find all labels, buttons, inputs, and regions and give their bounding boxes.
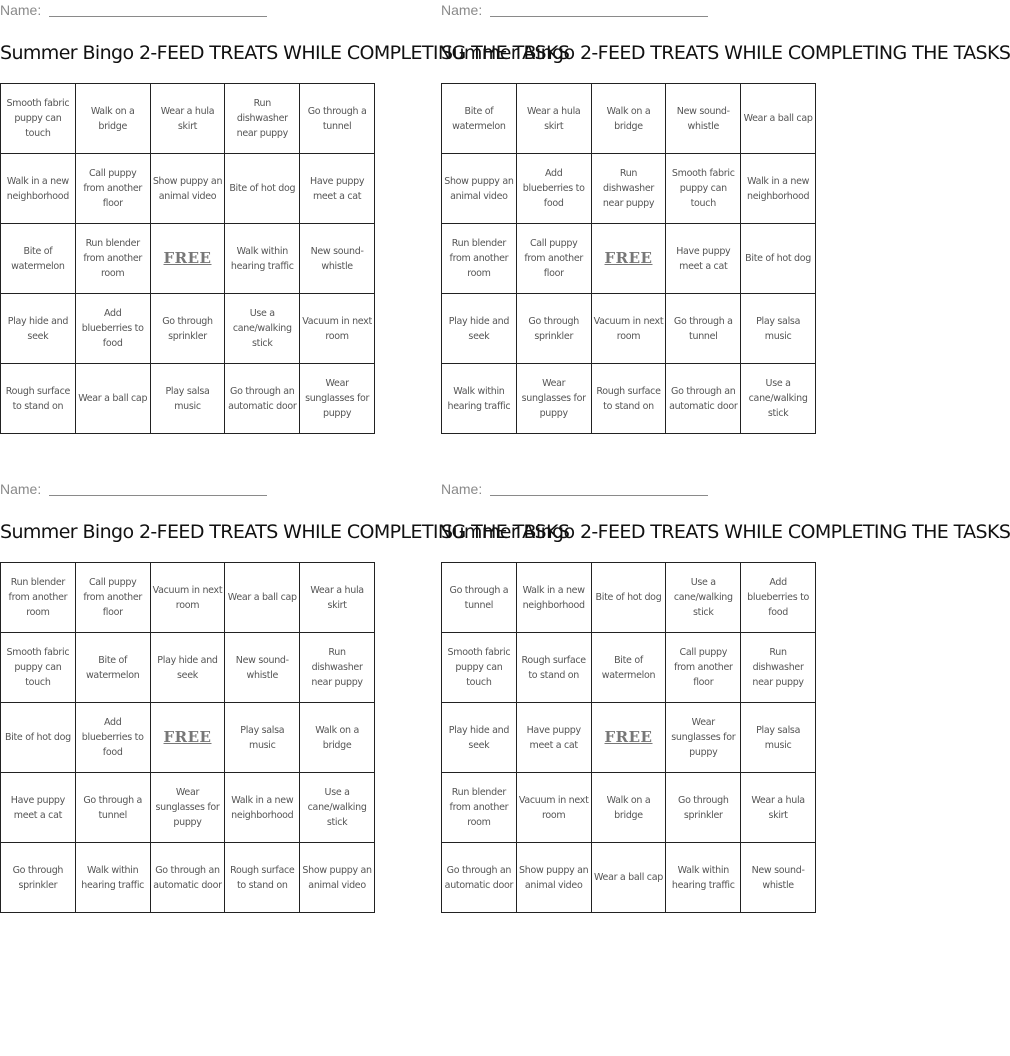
bingo-cell: Bite of hot dog xyxy=(225,154,300,224)
bingo-cell: New sound-whistle xyxy=(741,843,816,913)
bingo-cell: Rough surface to stand on xyxy=(592,364,667,434)
bingo-cell: Wear a hula skirt xyxy=(300,563,375,633)
bingo-cell: Go through sprinkler xyxy=(151,294,226,364)
bingo-grid xyxy=(441,83,816,434)
bingo-cell: Run dishwasher near puppy xyxy=(741,633,816,703)
free-space: FREE xyxy=(151,703,226,773)
bingo-cell: Walk in a new neighborhood xyxy=(1,154,76,224)
bingo-grid xyxy=(0,562,375,913)
bingo-cell: Wear a ball cap xyxy=(741,84,816,154)
name-label: Name: xyxy=(0,481,42,497)
bingo-cell: Bite of hot dog xyxy=(592,563,667,633)
bingo-cell: Run blender from another room xyxy=(76,224,151,294)
bingo-cell: Go through sprinkler xyxy=(1,843,76,913)
bingo-cell: Play salsa music xyxy=(741,294,816,364)
bingo-cell: Add blueberries to food xyxy=(76,703,151,773)
bingo-cell: Add blueberries to food xyxy=(741,563,816,633)
bingo-cell: Have puppy meet a cat xyxy=(666,224,741,294)
card-title: Summer Bingo 2-FEED TREATS WHILE COMPLETING THE TASKS xyxy=(441,42,1010,64)
bingo-cell: Walk on a bridge xyxy=(300,703,375,773)
bingo-cell: Add blueberries to food xyxy=(76,294,151,364)
bingo-cell: New sound-whistle xyxy=(666,84,741,154)
bingo-cell: Add blueberries to food xyxy=(517,154,592,224)
bingo-cell: Rough surface to stand on xyxy=(517,633,592,703)
bingo-cell: Walk on a bridge xyxy=(592,773,667,843)
bingo-cell: Walk in a new neighborhood xyxy=(517,563,592,633)
bingo-cell: Rough surface to stand on xyxy=(1,364,76,434)
bingo-cell: New sound-whistle xyxy=(300,224,375,294)
bingo-cell: Have puppy meet a cat xyxy=(1,773,76,843)
bingo-cell: Run blender from another room xyxy=(442,773,517,843)
bingo-cell: Bite of hot dog xyxy=(1,703,76,773)
free-space: FREE xyxy=(592,703,667,773)
bingo-cell: Play hide and seek xyxy=(442,703,517,773)
bingo-cell: Play hide and seek xyxy=(1,294,76,364)
free-space: FREE xyxy=(151,224,226,294)
bingo-cell: Smooth fabric puppy can touch xyxy=(1,633,76,703)
bingo-cell: Play salsa music xyxy=(151,364,226,434)
bingo-grid xyxy=(441,562,816,913)
bingo-cell: Go through an automatic door xyxy=(442,843,517,913)
bingo-cell: Play hide and seek xyxy=(151,633,226,703)
bingo-cell: Use a cane/walking stick xyxy=(741,364,816,434)
bingo-cell: Show puppy an animal video xyxy=(300,843,375,913)
bingo-cell: Show puppy an animal video xyxy=(442,154,517,224)
bingo-cell: Go through a tunnel xyxy=(666,294,741,364)
bingo-cell: Wear a ball cap xyxy=(592,843,667,913)
name-field-row xyxy=(441,481,708,497)
bingo-cell: Show puppy an animal video xyxy=(151,154,226,224)
card-title: Summer Bingo 2-FEED TREATS WHILE COMPLETING THE TASKS xyxy=(441,521,1010,543)
bingo-cell: Run dishwasher near puppy xyxy=(300,633,375,703)
bingo-cell: Go through a tunnel xyxy=(300,84,375,154)
bingo-cell: Call puppy from another floor xyxy=(666,633,741,703)
name-blank-line xyxy=(490,494,708,496)
bingo-cell: Bite of watermelon xyxy=(592,633,667,703)
bingo-cell: Run blender from another room xyxy=(1,563,76,633)
bingo-grid xyxy=(0,83,375,434)
bingo-cell: Run blender from another room xyxy=(442,224,517,294)
bingo-cell: Bite of watermelon xyxy=(442,84,517,154)
bingo-cell: Play salsa music xyxy=(225,703,300,773)
bingo-cell: Use a cane/walking stick xyxy=(300,773,375,843)
bingo-cell: Call puppy from another floor xyxy=(76,154,151,224)
bingo-cell: Use a cane/walking stick xyxy=(225,294,300,364)
bingo-cell: Walk on a bridge xyxy=(592,84,667,154)
bingo-cell: Bite of watermelon xyxy=(1,224,76,294)
bingo-cell: Wear sunglasses for puppy xyxy=(151,773,226,843)
bingo-cell: Wear a hula skirt xyxy=(517,84,592,154)
bingo-cell: Play hide and seek xyxy=(442,294,517,364)
card-title: Summer Bingo 2-FEED TREATS WHILE COMPLETING THE TASKS xyxy=(0,521,570,543)
free-space: FREE xyxy=(592,224,667,294)
bingo-cell: Vacuum in next room xyxy=(300,294,375,364)
bingo-cell: Go through a tunnel xyxy=(442,563,517,633)
bingo-cell: Go through sprinkler xyxy=(517,294,592,364)
name-blank-line xyxy=(49,15,267,17)
bingo-cell: Vacuum in next room xyxy=(592,294,667,364)
bingo-cell: Have puppy meet a cat xyxy=(517,703,592,773)
bingo-cell: Run dishwasher near puppy xyxy=(592,154,667,224)
bingo-cell: Bite of hot dog xyxy=(741,224,816,294)
bingo-cell: Smooth fabric puppy can touch xyxy=(1,84,76,154)
name-label: Name: xyxy=(0,2,42,18)
bingo-cell: Call puppy from another floor xyxy=(517,224,592,294)
bingo-cell: Use a cane/walking stick xyxy=(666,563,741,633)
bingo-cell: Wear sunglasses for puppy xyxy=(517,364,592,434)
bingo-cell: Walk within hearing traffic xyxy=(666,843,741,913)
bingo-cell: Walk on a bridge xyxy=(76,84,151,154)
bingo-cell: Go through a tunnel xyxy=(76,773,151,843)
bingo-cell: Call puppy from another floor xyxy=(76,563,151,633)
bingo-cell: Wear sunglasses for puppy xyxy=(666,703,741,773)
card-title: Summer Bingo 2-FEED TREATS WHILE COMPLETING THE TASKS xyxy=(0,42,570,64)
name-field-row xyxy=(0,2,267,18)
bingo-cell: Go through sprinkler xyxy=(666,773,741,843)
bingo-cell: Vacuum in next room xyxy=(151,563,226,633)
bingo-cell: Wear sunglasses for puppy xyxy=(300,364,375,434)
bingo-cell: Walk within hearing traffic xyxy=(225,224,300,294)
name-blank-line xyxy=(49,494,267,496)
bingo-cell: Go through an automatic door xyxy=(225,364,300,434)
bingo-cell: Vacuum in next room xyxy=(517,773,592,843)
bingo-cell: Run dishwasher near puppy xyxy=(225,84,300,154)
bingo-cell: Show puppy an animal video xyxy=(517,843,592,913)
name-label: Name: xyxy=(441,481,483,497)
name-field-row xyxy=(441,2,708,18)
name-field-row xyxy=(0,481,267,497)
bingo-cell: Wear a ball cap xyxy=(76,364,151,434)
bingo-cell: Walk in a new neighborhood xyxy=(225,773,300,843)
name-label: Name: xyxy=(441,2,483,18)
bingo-cell: Walk in a new neighborhood xyxy=(741,154,816,224)
bingo-cell: Have puppy meet a cat xyxy=(300,154,375,224)
bingo-cell: Wear a hula skirt xyxy=(151,84,226,154)
bingo-cell: Bite of watermelon xyxy=(76,633,151,703)
bingo-cell: Go through an automatic door xyxy=(151,843,226,913)
bingo-cell: Walk within hearing traffic xyxy=(442,364,517,434)
bingo-cell: New sound-whistle xyxy=(225,633,300,703)
bingo-cell: Walk within hearing traffic xyxy=(76,843,151,913)
bingo-cell: Smooth fabric puppy can touch xyxy=(442,633,517,703)
bingo-cell: Play salsa music xyxy=(741,703,816,773)
bingo-cell: Go through an automatic door xyxy=(666,364,741,434)
name-blank-line xyxy=(490,15,708,17)
bingo-cell: Wear a ball cap xyxy=(225,563,300,633)
bingo-cell: Smooth fabric puppy can touch xyxy=(666,154,741,224)
bingo-cell: Wear a hula skirt xyxy=(741,773,816,843)
bingo-cell: Rough surface to stand on xyxy=(225,843,300,913)
